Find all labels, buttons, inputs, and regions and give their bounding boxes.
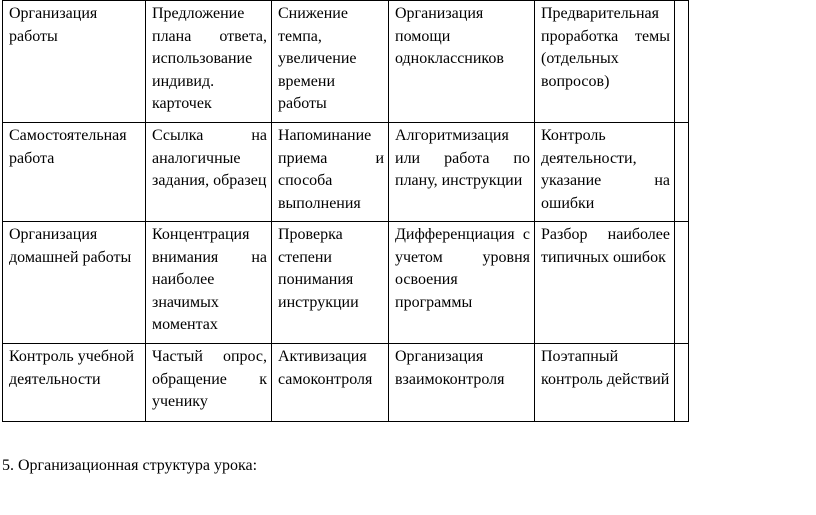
empty-column-cell [675,222,689,344]
table-cell: Предложение плана ответа, использование индивид. карточек [146,1,272,123]
table-cell: Проверка степени понимания инструкции [272,222,389,344]
table-row [3,344,689,422]
table-cell: Концентрация внимания на наиболее значимых моментах [146,222,272,344]
table-cell: Дифференциация с учетом уровня освоения программы [389,222,535,344]
table-cell: Предварительная проработка темы (отдельных вопросов) [535,1,675,123]
table-row [3,222,689,344]
table-cell: Ссылка на аналогичные задания, образец [146,123,272,222]
empty-column-cell [675,344,689,422]
table-cell: Организация работы [3,1,146,123]
table-row [3,1,689,123]
section-heading: 5. Организационная структура урока: [2,457,258,474]
table-cell: Активизация самоконтроля [272,344,389,422]
methods-table [2,0,689,422]
table-cell: Алгоритмизация или работа по плану, инструкции [389,123,535,222]
table-cell: Снижение темпа, увеличение времени работы [272,1,389,123]
table-cell: Контроль деятельности, указание на ошибки [535,123,675,222]
table-cell: Частый опрос, обращение к ученику [146,344,272,422]
empty-column-cell [675,123,689,222]
table-cell: Разбор наиболее типичных ошибок [535,222,675,344]
empty-column-cell [675,1,689,123]
table-cell: Самостоятельная работа [3,123,146,222]
table-cell: Контроль учебной деятельности [3,344,146,422]
table-cell: Организация домашней работы [3,222,146,344]
table-cell: Напоминание приема и способа выполнения [272,123,389,222]
table-cell: Организация помощи одноклассников [389,1,535,123]
table-row [3,123,689,222]
table-cell: Организация взаимоконтроля [389,344,535,422]
table-cell: Поэтапный контроль действий [535,344,675,422]
